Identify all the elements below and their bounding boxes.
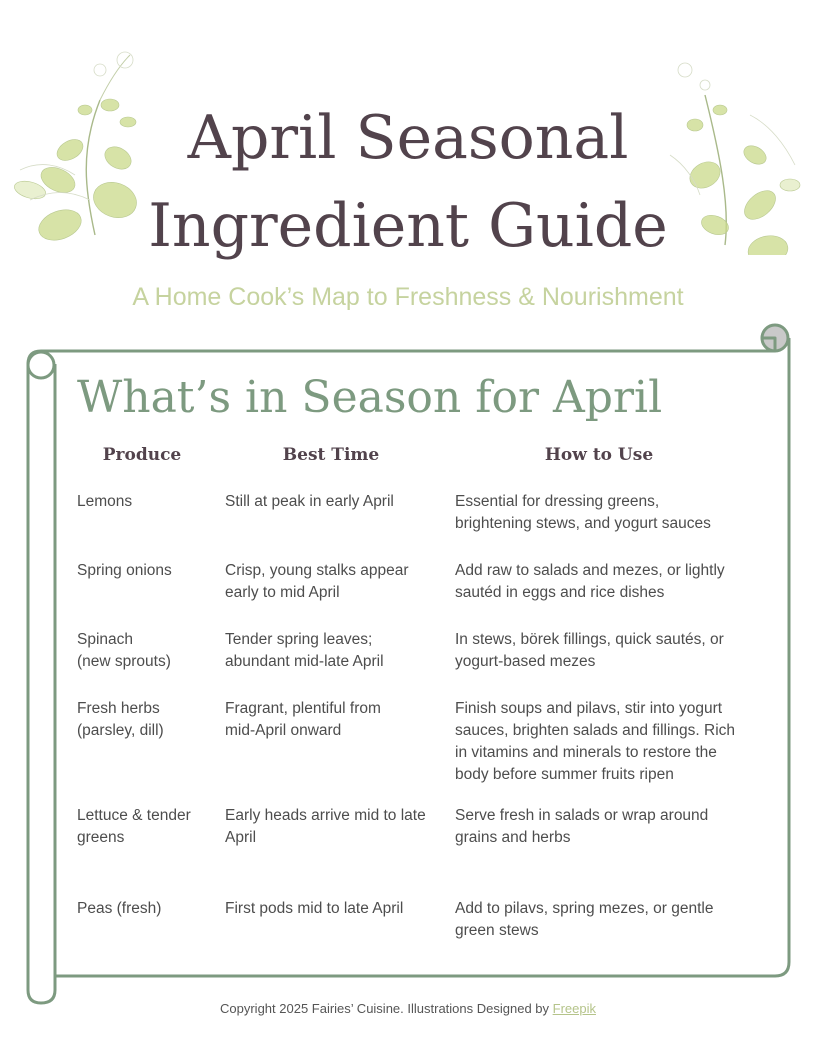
table-cell-use: Serve fresh in salads or wrap around grains and herbs xyxy=(455,807,709,846)
table-cell-use: Finish soups and pilavs, stir into yogurt sauces, brighten salads and fillings. Rich in vitamins and minerals to restore the body before summer fruits ripen xyxy=(455,700,736,783)
page-subtitle: A Home Cook’s Map to Freshness & Nourishment xyxy=(132,283,684,311)
title-line-2: Ingredient Guide xyxy=(148,191,668,261)
table-cell-produce: Peas (fresh) xyxy=(77,900,162,917)
table-cell-produce: Lettuce & tender greens xyxy=(77,807,191,846)
table-cell-produce: Spinach (new sprouts) xyxy=(77,631,171,670)
table-cell-time: Tender spring leaves; abundant mid-late April xyxy=(225,631,384,670)
footer xyxy=(0,1000,816,1018)
footer-copyright: Copyright 2025 Fairies’ Cuisine. Illustrations Designed by xyxy=(220,1001,553,1016)
table-cell-time: Fragrant, plentiful from mid-April onward xyxy=(225,700,381,739)
table-cell-produce: Fresh herbs (parsley, dill) xyxy=(77,700,164,739)
table-cell-use: Add raw to salads and mezes, or lightly sautéd in eggs and rice dishes xyxy=(455,562,725,601)
title-line-1: April Seasonal xyxy=(187,103,629,173)
table-cell-use: Add to pilavs, spring mezes, or gentle green stews xyxy=(455,900,714,939)
table-cell-produce: Lemons xyxy=(77,493,133,510)
table-cell-use: Essential for dressing greens, brightening stews, and yogurt sauces xyxy=(455,493,711,532)
freepik-link[interactable]: Freepik xyxy=(552,1001,596,1016)
column-header-produce: Produce xyxy=(102,445,182,465)
column-header-how-to-use: How to Use xyxy=(544,445,654,465)
column-header-best-time: Best Time xyxy=(282,445,380,465)
table-cell-produce: Spring onions xyxy=(77,562,172,579)
table-cell-time: Early heads arrive mid to late April xyxy=(225,807,426,846)
table-cell-use: In stews, börek fillings, quick sautés, or yogurt-based mezes xyxy=(455,631,724,670)
table-cell-time: Still at peak in early April xyxy=(225,493,394,510)
table-cell-time: Crisp, young stalks appear early to mid April xyxy=(225,562,409,601)
table-cell-time: First pods mid to late April xyxy=(225,900,404,917)
section-title: What’s in Season for April xyxy=(77,372,663,423)
